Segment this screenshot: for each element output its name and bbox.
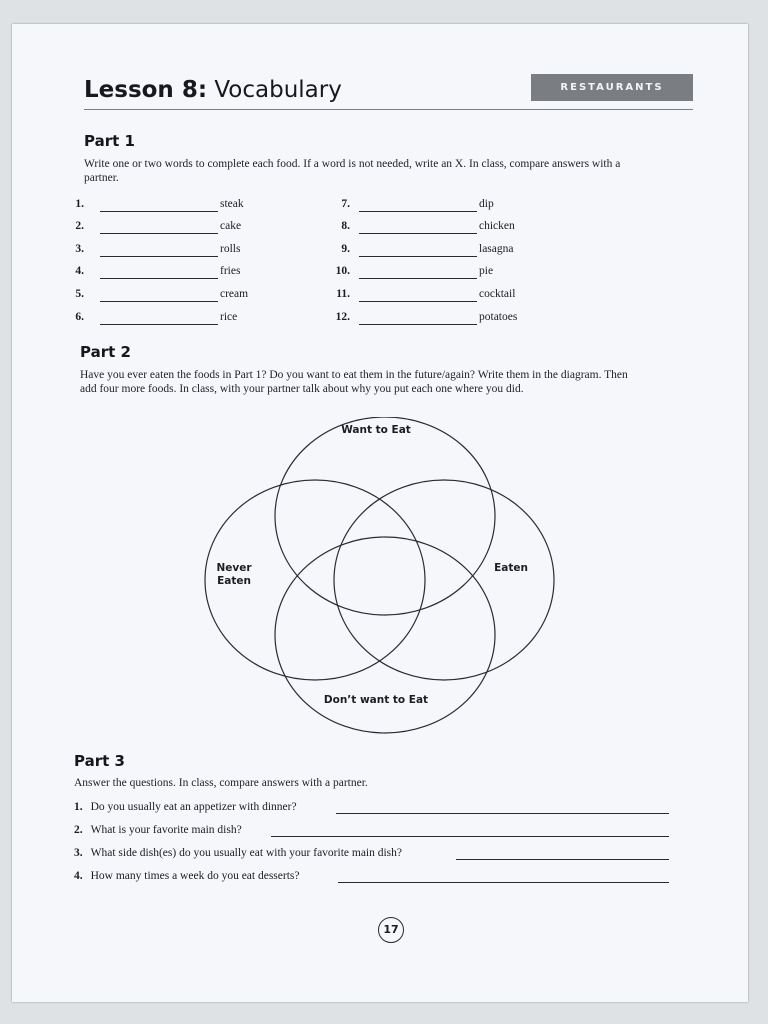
answer-line[interactable]: [456, 859, 669, 860]
question-text: How many times a week do you eat desserts?: [90, 870, 300, 882]
item-word: dip: [479, 198, 494, 210]
venn-circle-eaten: [334, 480, 554, 680]
fill-item: [64, 265, 264, 281]
fill-item: [330, 220, 550, 236]
item-number: 3.: [75, 243, 84, 255]
item-number: 6.: [75, 311, 84, 323]
item-number: 1.: [75, 198, 84, 210]
item-number: 8.: [341, 220, 350, 232]
venn-label-left-line2: Eaten: [217, 575, 251, 587]
item-number: 11.: [336, 288, 350, 300]
fill-item: [64, 311, 264, 327]
lesson-topic: Vocabulary: [214, 77, 342, 103]
question-number: 1.: [74, 801, 83, 813]
question-number: 2.: [74, 824, 83, 836]
item-number: 12.: [335, 311, 350, 323]
item-word: cream: [220, 288, 249, 300]
venn-label-top: Want to Eat: [341, 424, 411, 436]
item-number: 7.: [341, 198, 350, 210]
answer-line[interactable]: [336, 813, 669, 814]
item-number: 2.: [75, 220, 84, 232]
fill-item: [330, 265, 550, 281]
item-number: 9.: [341, 243, 350, 255]
answer-blank[interactable]: [359, 233, 477, 234]
item-number: 5.: [75, 288, 84, 300]
answer-blank[interactable]: [359, 324, 477, 325]
part3-heading: Part 3: [74, 752, 125, 770]
answer-blank[interactable]: [359, 301, 477, 302]
title-rule: [84, 109, 693, 110]
item-word: chicken: [479, 220, 515, 232]
part2-instructions: Have you ever eaten the foods in Part 1? Do you want to eat them in the future/again? Write them in the diagram. Then add four more foods. In class, with your partner talk about why you put each one where you did.: [80, 369, 628, 395]
answer-blank[interactable]: [359, 211, 477, 212]
fill-item: [64, 288, 264, 304]
answer-blank[interactable]: [100, 233, 218, 234]
item-word: cake: [220, 220, 242, 232]
venn-label-left-line1: Never: [216, 562, 252, 574]
question-text: What side dish(es) do you usually eat with your favorite main dish?: [90, 847, 403, 859]
item-word: fries: [220, 265, 241, 277]
question-item: [74, 801, 297, 817]
answer-line[interactable]: [271, 836, 669, 837]
page-title: [84, 77, 342, 103]
answer-blank[interactable]: [100, 256, 218, 257]
question-number: 3.: [74, 847, 83, 859]
fill-item: [64, 220, 264, 236]
item-number: 10.: [335, 265, 350, 277]
answer-blank[interactable]: [100, 278, 218, 279]
question-number: 4.: [74, 870, 83, 882]
venn-label-right: Eaten: [494, 562, 528, 574]
answer-blank[interactable]: [359, 278, 477, 279]
section-badge: RESTAURANTS: [531, 74, 693, 101]
part1-heading: Part 1: [84, 132, 135, 150]
item-word: rice: [220, 311, 238, 323]
fill-item: [330, 198, 550, 214]
question-item: [74, 847, 402, 863]
part2-heading: Part 2: [80, 343, 131, 361]
fill-item: [64, 198, 264, 214]
answer-blank[interactable]: [100, 301, 218, 302]
answer-blank[interactable]: [100, 324, 218, 325]
page-number: 17: [378, 917, 404, 943]
question-text: What is your favorite main dish?: [90, 824, 242, 836]
item-word: cocktail: [479, 288, 516, 300]
answer-blank[interactable]: [359, 256, 477, 257]
fill-item: [330, 311, 550, 327]
item-word: steak: [220, 198, 244, 210]
item-number: 4.: [75, 265, 84, 277]
fill-item: [64, 243, 264, 259]
item-word: lasagna: [479, 243, 514, 255]
item-word: potatoes: [479, 311, 518, 323]
venn-circle-want-to-eat: [275, 417, 495, 615]
answer-blank[interactable]: [100, 211, 218, 212]
question-text: Do you usually eat an appetizer with dinner?: [90, 801, 297, 813]
answer-line[interactable]: [338, 882, 669, 883]
item-word: pie: [479, 265, 494, 277]
lesson-label: Lesson 8:: [84, 77, 208, 103]
question-item: [74, 824, 242, 840]
venn-label-bottom: Don’t want to Eat: [323, 694, 429, 706]
fill-item: [330, 243, 550, 259]
part1-instructions: Write one or two words to complete each food. If a word is not needed, write an X. In class, compare answers with a partner.: [84, 158, 621, 184]
worksheet-page: [12, 24, 748, 1002]
fill-item: [330, 288, 550, 304]
venn-label-left: [212, 562, 256, 588]
item-word: rolls: [220, 243, 241, 255]
part3-instructions: Answer the questions. In class, compare answers with a partner.: [74, 777, 368, 789]
question-item: [74, 870, 299, 886]
